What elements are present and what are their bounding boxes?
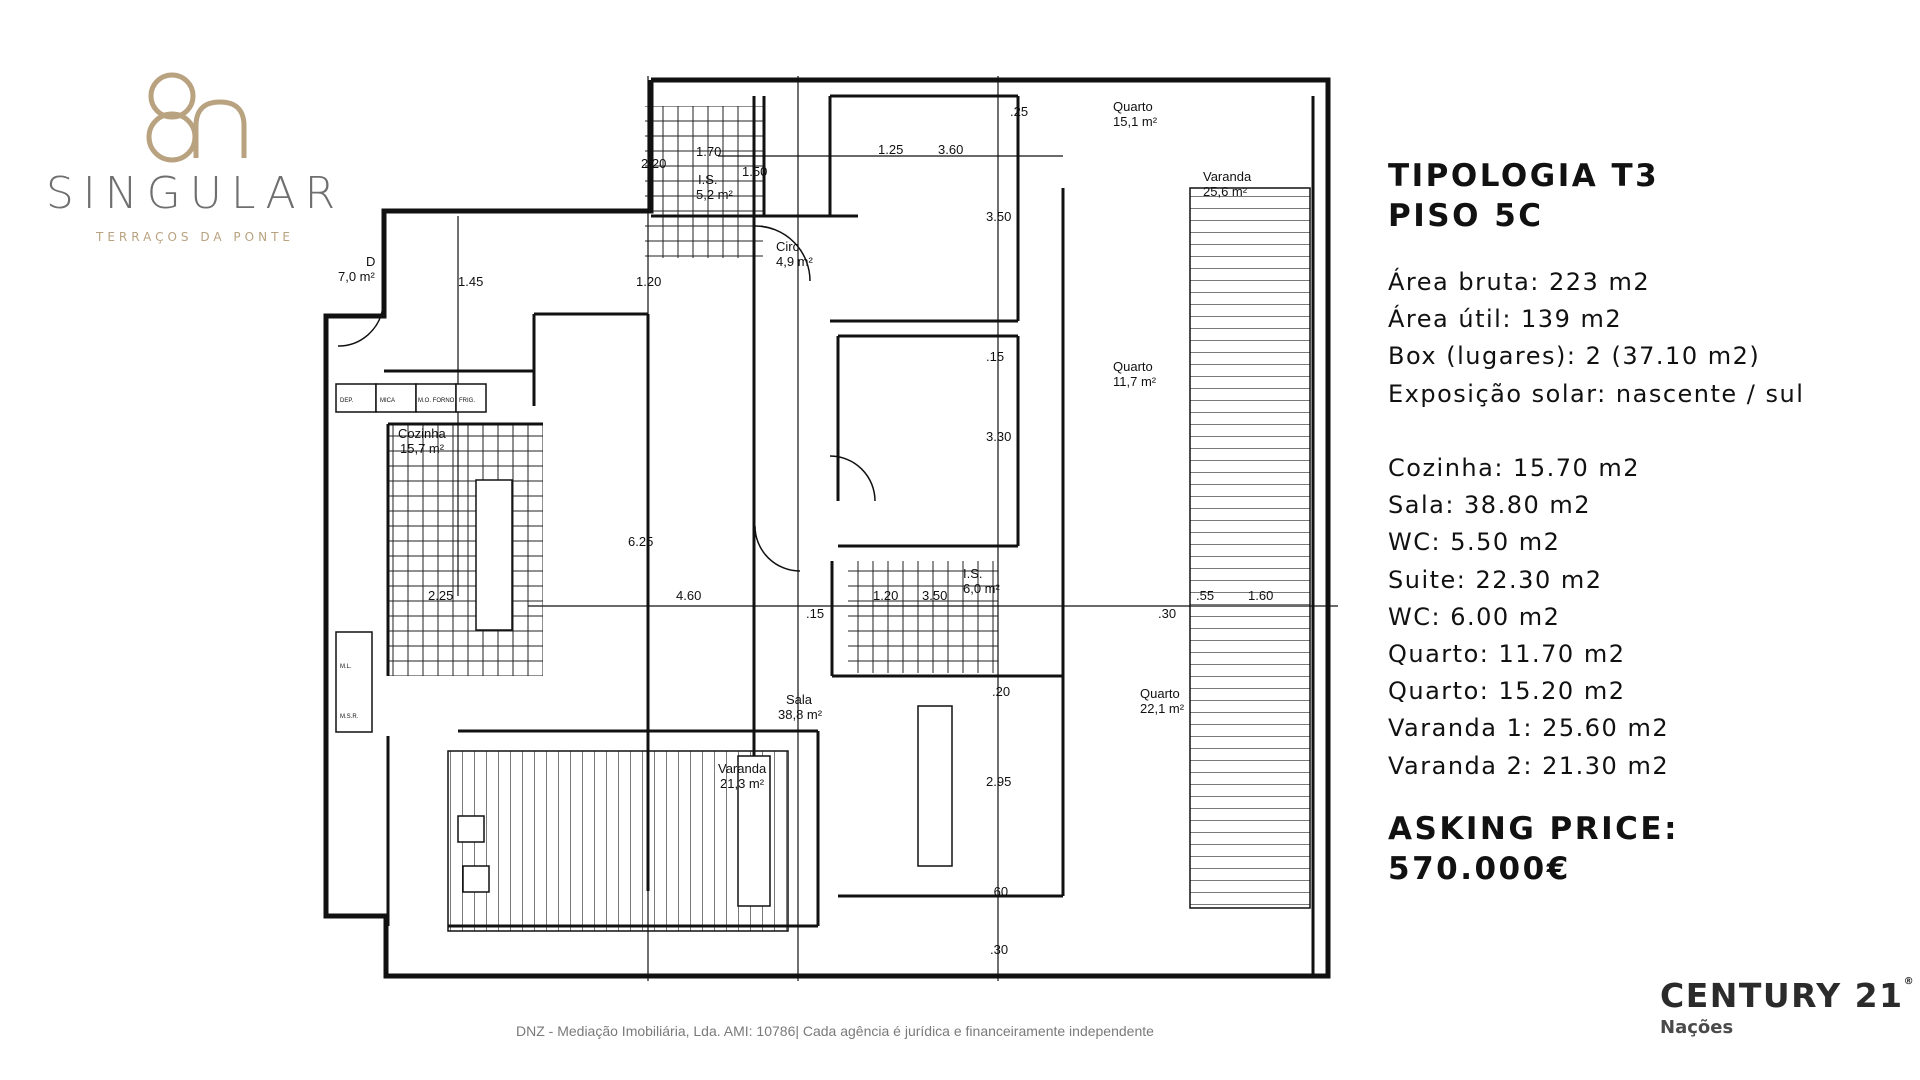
logo-wordmark: SINGULAR — [45, 168, 345, 219]
singular-logo — [30, 66, 360, 256]
dimension-label: 3.60 — [938, 142, 964, 157]
dimension-label: 3.50 — [986, 209, 1012, 224]
dimension-label: .15 — [806, 606, 825, 621]
room-label-quarto: Quarto — [1140, 686, 1180, 701]
room-area-line: Varanda 1: 25.60 m2 — [1388, 714, 1670, 743]
brand-name: CENTURY 21 — [1660, 976, 1904, 1015]
room-area-is: 5,2 m² — [696, 187, 733, 202]
dimension-label: .15 — [986, 349, 1005, 364]
room-label-circulation: Circ. — [776, 239, 803, 254]
room-label-quarto: Quarto — [1113, 99, 1153, 114]
room-label-storage: D — [366, 254, 376, 269]
room-area-is: 6,0 m² — [963, 581, 1000, 596]
dimension-label: 1.60 — [1248, 588, 1274, 603]
brand-office: Nações — [1660, 1017, 1734, 1038]
dimension-label: 1.20 — [636, 274, 662, 289]
dimension-label: .30 — [1158, 606, 1177, 621]
registered-mark-icon: ® — [1903, 976, 1916, 987]
room-label-varanda: Varanda — [1203, 169, 1252, 184]
room-area-line: Cozinha: 15.70 m2 — [1388, 454, 1641, 482]
kitchen-tiles — [388, 424, 543, 676]
room-area-quarto: 11,7 m² — [1113, 374, 1157, 389]
dimension-label: 2.20 — [641, 156, 667, 171]
asking-price-label: ASKING PRICE: — [1388, 810, 1680, 847]
room-area-circulation: 4,9 m² — [776, 254, 813, 269]
room-area-line: WC: 6.00 m2 — [1388, 602, 1561, 631]
appliance-label: M.O. FORNO — [418, 398, 455, 404]
door-arc — [338, 306, 383, 346]
asking-price — [1388, 809, 1908, 889]
brand-logo-text — [1660, 976, 1916, 1015]
room-area-line: Suite: 22.30 m2 — [1388, 565, 1603, 594]
dimension-label: 1.20 — [873, 588, 899, 603]
room-label-varanda: Varanda — [718, 761, 767, 776]
floor-heading: PISO 5C — [1388, 198, 1544, 234]
sun-exposure: Exposição solar: nascente / sul — [1388, 379, 1805, 408]
appliance-label: M.L. — [340, 664, 352, 670]
room-area-line: Quarto: 11.70 m2 — [1388, 640, 1626, 669]
floor-plan-drawing — [318, 76, 1338, 981]
appliance-label: FRIG. — [459, 398, 475, 404]
room-area-varanda: 25,6 m² — [1203, 184, 1248, 199]
appliance-label: M.S.R. — [340, 714, 359, 720]
dimension-label: .55 — [1196, 588, 1215, 603]
varanda-right-decking — [1190, 188, 1310, 908]
dimension-label: .20 — [992, 684, 1011, 699]
dimension-label: 2.95 — [986, 774, 1012, 789]
footer-disclaimer: DNZ - Mediação Imobiliária, Lda. AMI: 10786| Cada agência é jurídica e financeiramente independente — [516, 1023, 1154, 1039]
century21-brand — [1660, 976, 1916, 1038]
appliance-label: MICA — [380, 398, 395, 404]
property-title — [1388, 156, 1908, 236]
dimension-label: 2.25 — [428, 588, 454, 603]
property-info-panel — [1388, 156, 1908, 889]
logo-subtitle: TERRAÇOS DA PONTE — [96, 230, 294, 244]
dimension-label: .30 — [990, 942, 1009, 957]
dimension-label: 6.25 — [628, 534, 654, 549]
room-area-line: Varanda 2: 21.30 m2 — [1388, 751, 1670, 780]
property-specs — [1388, 264, 1908, 785]
appliance-label: DEP. — [340, 398, 354, 404]
room-area-quarto: 15,1 m² — [1113, 114, 1158, 129]
dimension-label: .60 — [990, 884, 1009, 899]
gross-area: Área bruta: 223 m2 — [1388, 268, 1651, 296]
asking-price-value: 570.000€ — [1388, 850, 1571, 887]
room-label-quarto: Quarto — [1113, 359, 1153, 374]
room-label-is: I.S. — [963, 566, 983, 581]
useful-area: Área útil: 139 m2 — [1388, 305, 1623, 334]
room-area-quarto: 22,1 m² — [1140, 701, 1185, 716]
room-area-varanda: 21,3 m² — [720, 776, 765, 791]
floor-plan — [318, 76, 1338, 981]
dimension-label: 1.45 — [458, 274, 484, 289]
room-area-line: Sala: 38.80 m2 — [1388, 491, 1592, 520]
parking-box: Box (lugares): 2 (37.10 m2) — [1388, 342, 1761, 371]
door-arc — [755, 526, 800, 571]
dimension-label: 3.30 — [986, 429, 1012, 444]
dimension-label: 1.70 — [696, 144, 722, 159]
room-label-cozinha: Cozinha — [398, 426, 446, 441]
dimension-label: .25 — [1010, 104, 1029, 119]
dimension-label: 4.60 — [676, 588, 702, 603]
dimension-label: 1.50 — [742, 164, 768, 179]
dimension-label: 1.25 — [878, 142, 904, 157]
room-area-storage: 7,0 m² — [338, 269, 375, 284]
room-label-sala: Sala — [786, 692, 813, 707]
tipologia-heading: TIPOLOGIA T3 — [1388, 158, 1660, 194]
room-area-line: Quarto: 15.20 m2 — [1388, 677, 1626, 706]
room-area-cozinha: 15,7 m² — [400, 441, 445, 456]
room-label-is: I.S. — [698, 172, 718, 187]
dimension-label: 3.50 — [922, 588, 948, 603]
room-area-line: WC: 5.50 m2 — [1388, 528, 1561, 557]
room-area-sala: 38,8 m² — [778, 707, 823, 722]
singular-monogram-icon — [130, 66, 270, 166]
